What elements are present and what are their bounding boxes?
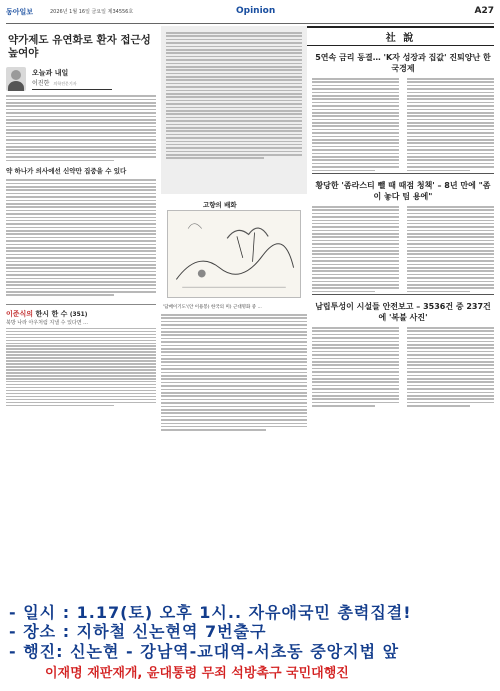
middle-body xyxy=(161,314,307,431)
author-block xyxy=(6,67,156,91)
author-name: 이진한 의학전문기자 xyxy=(32,80,77,88)
poem-box xyxy=(6,304,156,406)
column-left xyxy=(6,26,156,586)
page-number: A27 xyxy=(474,6,494,16)
section-label: Opinion xyxy=(236,6,276,16)
issue-date: 2026년 1월 16일 금요일 제34556호 xyxy=(50,9,134,15)
column-subhead: 약 하나가 의사에선 신약만 집중을 수 있다 xyxy=(6,167,127,176)
column-body-2 xyxy=(6,179,156,296)
poem-series: 이준식의 한시 한 수 (351) xyxy=(6,310,88,319)
column-body-1 xyxy=(6,95,156,161)
page-header xyxy=(6,4,494,24)
ad-date-line: - 일시 : 1.17(토) 오후 1시.. 자유애국민 총력집결! xyxy=(9,603,412,622)
poem-line: 북방 나라 아우처럼 지낼 수 있다면 ... xyxy=(6,320,88,327)
column-headline: 약가제도 유연화로 환자 접근성 높여야 xyxy=(8,34,151,59)
ad-slogan-1: 이재명 재판재개, 윤대통령 무죄 석방촉구 국민대행진 xyxy=(45,666,349,681)
author-photo xyxy=(6,67,26,91)
artwork-caption: '담배이기도'(안 이용봉) 한국의 미) 근대명화 중 ... xyxy=(163,305,262,310)
masthead: 동아일보 xyxy=(6,8,34,16)
editorial-3-body xyxy=(312,327,494,408)
editorial-section xyxy=(312,26,494,408)
editorial-2-title: 황당한 '좀라스티 뺄 때 때점 청책' – 8년 만에 "좀이 놓다 팀 용에" xyxy=(315,180,491,201)
rally-advertisement xyxy=(0,597,500,691)
editorial-label: 社 說 xyxy=(307,26,494,46)
artwork-title: 고향의 배화 xyxy=(203,201,237,209)
ad-place-line: - 장소 : 지하철 신논현역 7번출구 xyxy=(9,622,267,641)
artwork-block xyxy=(161,200,307,300)
column-continuation xyxy=(161,26,307,194)
ad-march-line: - 행진: 신논현 - 강남역-교대역-서초동 중앙지법 앞 xyxy=(9,642,400,661)
editorial-1-body xyxy=(312,78,494,173)
editorial-2-body xyxy=(312,206,494,294)
editorial-1-title: 5연속 금리 동결… 'K자 성장과 집값' 진퇴양난 한국경제 xyxy=(315,53,491,73)
column-series: 오늘과 내일 xyxy=(32,69,69,78)
editorial-3-title: 남립투성이 시설들 안전보고 – 3536건 중 237건에 '복불 사진' xyxy=(315,302,491,323)
column-middle xyxy=(161,26,307,433)
landscape-painting xyxy=(167,210,301,298)
